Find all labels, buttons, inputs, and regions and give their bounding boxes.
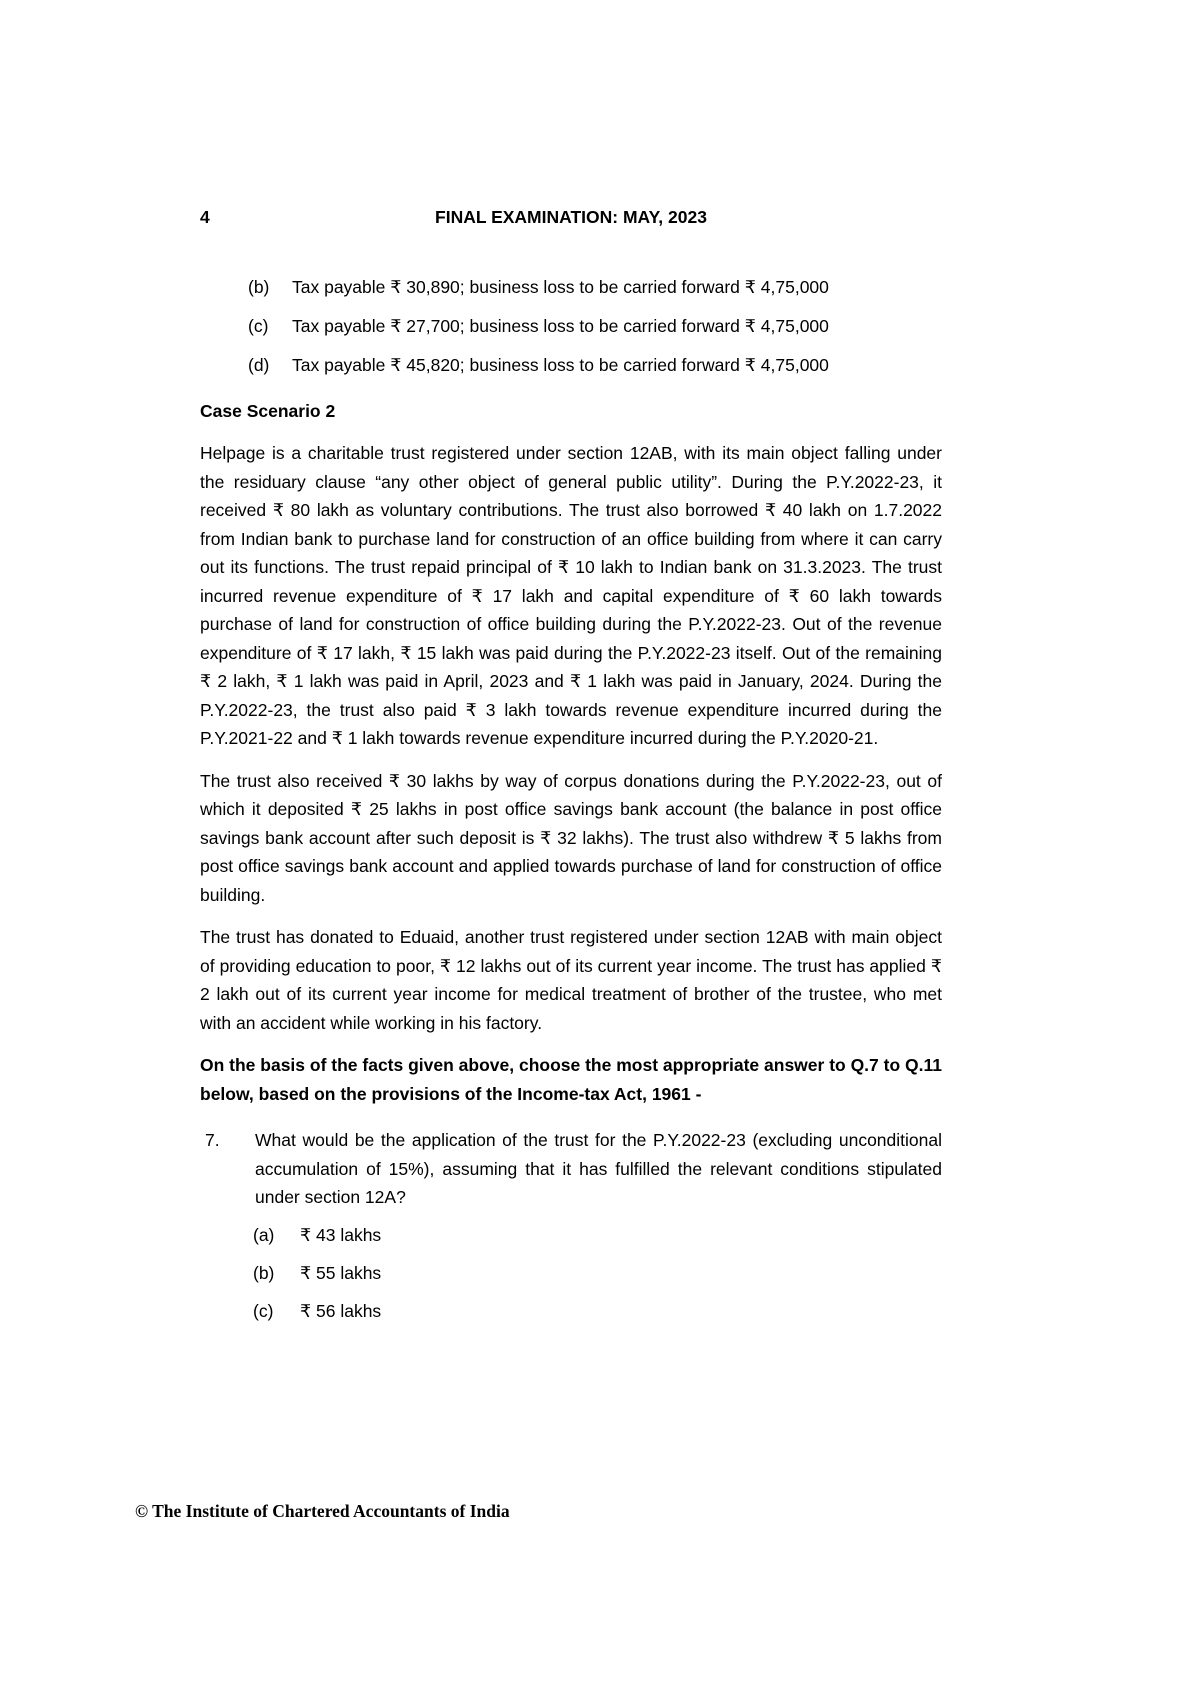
option-label: (b)	[248, 277, 270, 297]
copyright-footer: © The Institute of Chartered Accountants of India	[135, 1501, 510, 1521]
option-label: (d)	[248, 355, 270, 375]
header-title: FINAL EXAMINATION: MAY, 2023	[435, 207, 707, 227]
question-number: 7.	[205, 1130, 220, 1150]
page-header	[200, 203, 942, 231]
question-option-a	[200, 1221, 942, 1250]
option-text: Tax payable ₹ 30,890; business loss to be carried forward ₹ 4,75,000	[292, 277, 829, 297]
option-text: ₹ 55 lakhs	[300, 1263, 382, 1283]
question-text: What would be the application of the trust for the P.Y.2022-23 (excluding unconditional accumulation of 15%), assuming that it has fulfilled the relevant conditions stipulated under section 12A?	[255, 1130, 942, 1207]
option-text: ₹ 56 lakhs	[300, 1301, 382, 1321]
case-paragraph-2: The trust also received ₹ 30 lakhs by way of corpus donations during the P.Y.2022-23, out of which it deposited ₹ 25 lakhs in post office savings bank account (the balance in post office savings bank account after such deposit is ₹ 32 lakhs). The trust also withdrew ₹ 5 lakhs from post office savings bank account and applied towards purchase of land for construction of office building.	[200, 770, 942, 905]
case-scenario-title: Case Scenario 2	[200, 400, 336, 421]
option-label: (c)	[253, 1301, 274, 1321]
answer-option-b	[200, 273, 942, 302]
option-label: (a)	[253, 1225, 275, 1245]
option-label: (b)	[253, 1263, 275, 1283]
case-paragraph-1: Helpage is a charitable trust registered under section 12AB, with its main object falling under the residuary clause “any other object of general public utility”. During the P.Y.2022-23, it received ₹ 80 lakh as voluntary contributions. The trust also borrowed ₹ 40 lakh on 1.7.2022 from Indian bank to purchase land for construction of an office building from where it can carry out its functions. The trust repaid principal of ₹ 10 lakh to Indian bank on 31.3.2023. The trust incurred revenue expenditure of ₹ 17 lakh and capital expenditure of ₹ 60 lakh towards purchase of land for construction of office building during the P.Y.2022-23. Out of the revenue expenditure of ₹ 17 lakh, ₹ 15 lakh was paid during the P.Y.2022-23 itself. Out of the remaining ₹ 2 lakh, ₹ 1 lakh was paid in April, 2023 and ₹ 1 lakh was paid in January, 2024. During the P.Y.2022-23, the trust also paid ₹ 3 lakh towards revenue expenditure incurred during the P.Y.2021-22 and ₹ 1 lakh towards revenue expenditure incurred during the P.Y.2020-21.	[200, 443, 942, 748]
question-7-options	[200, 1221, 942, 1326]
option-text: Tax payable ₹ 27,700; business loss to be carried forward ₹ 4,75,000	[292, 316, 829, 336]
page-content	[200, 203, 942, 1326]
answer-option-d	[200, 351, 942, 380]
option-label: (c)	[248, 316, 269, 336]
option-text: ₹ 43 lakhs	[300, 1225, 382, 1245]
option-text: Tax payable ₹ 45,820; business loss to be carried forward ₹ 4,75,000	[292, 355, 829, 375]
case-paragraph-3: The trust has donated to Eduaid, another trust registered under section 12AB with main object of providing education to poor, ₹ 12 lakhs out of its current year income. The trust has applied ₹ 2 lakh out of its current year income for medical treatment of brother of the trustee, who met with an accident while working in his factory.	[200, 927, 942, 1033]
answer-option-c	[200, 312, 942, 341]
page-number: 4	[200, 207, 210, 227]
question-option-c	[200, 1297, 942, 1326]
question-7	[200, 1126, 942, 1212]
instruction-text: On the basis of the facts given above, choose the most appropriate answer to Q.7 to Q.11 below, based on the provisions of the Income-tax Act, 1961 -	[200, 1055, 942, 1104]
answer-options-top	[200, 273, 942, 380]
question-option-b	[200, 1259, 942, 1288]
